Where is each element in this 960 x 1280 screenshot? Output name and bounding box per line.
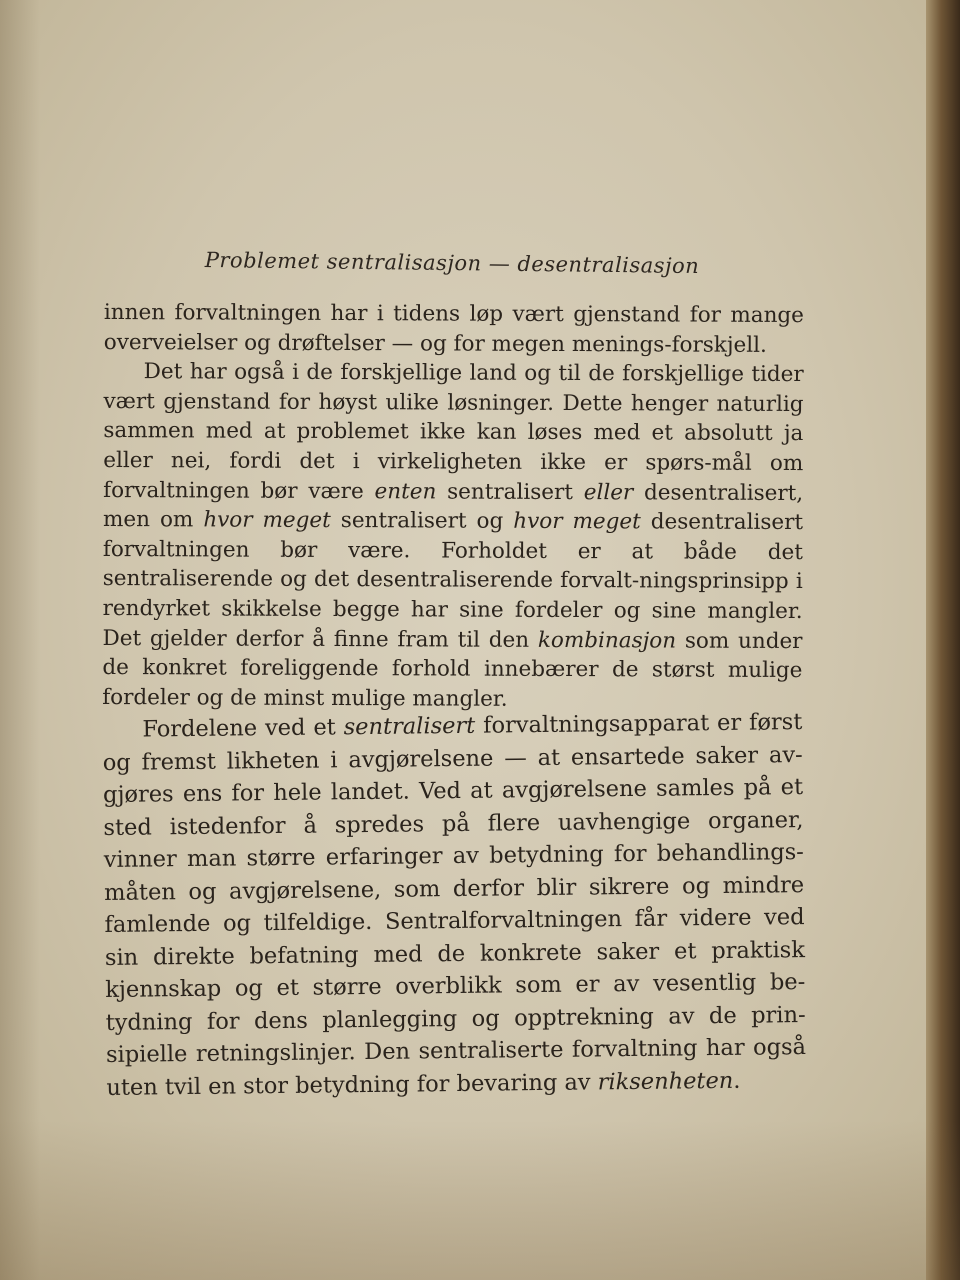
text-segment: innen forvaltningen har i tidens løp vært gjenstand for mange overveielser og drøftelser — og for megen menings-forskjell.: [103, 299, 804, 358]
text-segment: sentralisert og: [330, 508, 514, 534]
text-segment: desentralisert forvaltningen bør være. Forholdet er at både det sentraliserende og det desentraliserende forvalt-ningsprinsipp i rendyrket skikkelse begge har sine fordeler og sine mangler. Det gjelder derfor å finne fram til den: [102, 509, 804, 653]
text-segment: forvaltningsapparat er først og fremst likheten i avgjørelsene — at ensartede saker av-gjøres ens for hele landet. Ved at avgjørelsene samles på et sted istedenfor å spredes på flere uavhengige organer, vinner man større erfaringer av betydning for behandlings-måten og avgjørelsene, som derfor blir sikrere og mindre famlende og tilfeldige. Sentralforvaltningen får videre ved sin direkte befatning med de konkrete saker et praktisk kjennskap og et større overblikk som er av vesentlig be-tydning for dens planlegging og opptrekning av de prin-sipielle retningslinjer. Den sentraliserte forvaltning har også uten tvil en stor betydning for bevaring av: [102, 709, 807, 1101]
text-segment: Det har også i de forskjellige land og til de forskjellige tider vært gjenstand for høyst ulike løsninger. Dette henger naturlig sammen med at problemet ikke kan løses med et absolutt ja eller nei, fordi det i virkeligheten ikke er spørs-mål om forvaltningen bør være: [103, 359, 804, 504]
emphasis-enten: enten: [374, 478, 437, 505]
page-edge: [926, 0, 960, 1280]
running-head: Problemet sentralisasjon — desentralisasjon: [204, 248, 700, 279]
body-text: [100, 298, 807, 1107]
page-bottom-shadow: [0, 1120, 960, 1280]
text-segment: sentralisert: [436, 479, 584, 505]
emphasis-eller: eller: [583, 479, 634, 505]
emphasis-kombinasjon: kombinasjon: [537, 627, 677, 654]
paragraph-3: [102, 706, 806, 1104]
page-gutter-shadow: [0, 0, 40, 1280]
emphasis-hvor-meget-2: hvor meget: [513, 508, 641, 535]
emphasis-hvor-meget: hvor meget: [203, 507, 331, 534]
paragraph-2: [102, 357, 804, 715]
text-segment: .: [733, 1067, 741, 1094]
text-segment: Fordelene ved et: [142, 714, 344, 743]
text-segment: som under de konkret foreliggende forhold innebærer de størst mulige fordeler og de minst mulige mangler.: [102, 628, 803, 712]
emphasis-riksenheten: riksenheten: [597, 1067, 734, 1096]
paragraph-1: [104, 298, 804, 360]
text-segment: desentralisert, men om: [102, 479, 804, 533]
emphasis-sentralisert: sentralisert: [343, 713, 476, 741]
